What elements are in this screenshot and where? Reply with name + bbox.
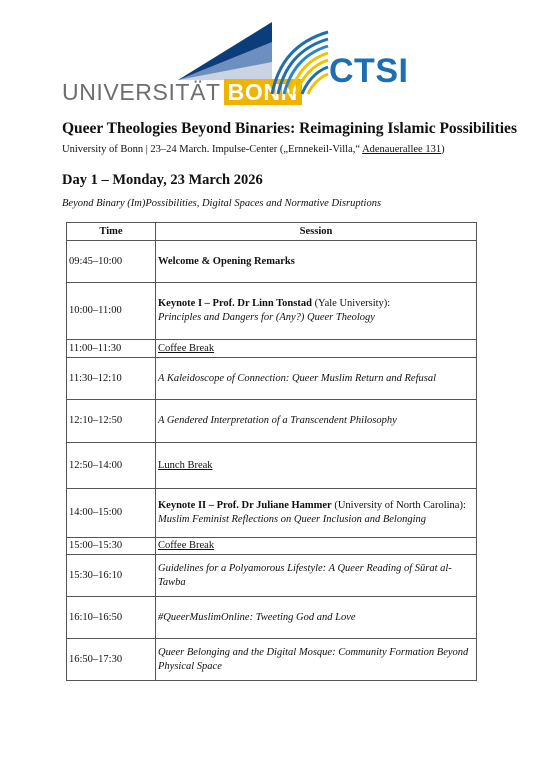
venue-line	[62, 144, 445, 155]
venue-suffix: )	[441, 144, 445, 155]
table-row	[67, 283, 477, 340]
keynote-speaker: Keynote I – Prof. Dr Linn Tonstad	[158, 298, 312, 309]
session-title: Guidelines for a Polyamorous Lifestyle: A Queer Reading of Sūrat al-Tawba	[158, 562, 452, 588]
session-cell	[156, 555, 477, 597]
session-title: Queer Belonging and the Digital Mosque: Community Formation Beyond Physical Space	[158, 646, 469, 672]
time-cell: 11:00–11:30	[67, 340, 156, 358]
logo-bar	[62, 22, 462, 104]
lunch-break-label: Lunch Break	[158, 459, 213, 471]
ctsi-logo-icon	[270, 24, 332, 96]
schedule-table	[66, 222, 477, 681]
time-cell: 15:30–16:10	[67, 555, 156, 597]
page-title: Queer Theologies Beyond Binaries: Reimagining Islamic Possibilities	[62, 120, 517, 137]
table-row	[67, 400, 477, 443]
session-cell	[156, 443, 477, 489]
day-theme: Beyond Binary (Im)Possibilities, Digital Spaces and Normative Disruptions	[62, 198, 382, 209]
session-cell	[156, 538, 477, 555]
university-wordmark-text: UNIVERSITÄT	[62, 79, 221, 105]
session-cell	[156, 597, 477, 639]
day-heading: Day 1 – Monday, 23 March 2026	[62, 172, 263, 188]
university-bonn-logo-icon	[178, 22, 272, 80]
table-row	[67, 538, 477, 555]
time-cell: 16:50–17:30	[67, 639, 156, 681]
table-row	[67, 340, 477, 358]
table-row	[67, 555, 477, 597]
session-title: A Kaleidoscope of Connection: Queer Muslim Return and Refusal	[158, 372, 437, 384]
time-column-header: Time	[67, 223, 156, 241]
session-title: #QueerMuslimOnline: Tweeting God and Love	[158, 611, 356, 623]
time-cell: 15:00–15:30	[67, 538, 156, 555]
time-cell: 12:50–14:00	[67, 443, 156, 489]
session-column-header: Session	[156, 223, 477, 241]
keynote-speaker: Keynote II – Prof. Dr Juliane Hammer	[158, 500, 332, 511]
bonn-wordmark-box: BONN	[224, 79, 302, 105]
university-bonn-wordmark	[62, 79, 302, 105]
time-cell: 11:30–12:10	[67, 358, 156, 400]
keynote-title: Muslim Feminist Reflections on Queer Inclusion and Belonging	[158, 514, 426, 525]
session-cell	[156, 358, 477, 400]
time-cell: 09:45–10:00	[67, 241, 156, 283]
session-title: Welcome & Opening Remarks	[158, 255, 295, 267]
keynote-title: Principles and Dangers for (Any?) Queer Theology	[158, 312, 375, 323]
venue-text: University of Bonn | 23–24 March. Impulse-Center („Ernnekeil-Villa,“	[62, 144, 363, 155]
table-row	[67, 443, 477, 489]
table-row	[67, 597, 477, 639]
table-row	[67, 358, 477, 400]
table-row	[67, 241, 477, 283]
session-cell	[156, 283, 477, 340]
session-cell	[156, 241, 477, 283]
session-cell	[156, 639, 477, 681]
session-cell	[156, 489, 477, 538]
session-cell	[156, 340, 477, 358]
coffee-break-label: Coffee Break	[158, 342, 215, 354]
time-cell: 14:00–15:00	[67, 489, 156, 538]
time-cell: 10:00–11:00	[67, 283, 156, 340]
session-cell	[156, 400, 477, 443]
venue-address-link[interactable]: Adenauerallee 131	[362, 144, 442, 155]
ctsi-wordmark: CTSI	[329, 52, 409, 90]
session-title: A Gendered Interpretation of a Transcendent Philosophy	[158, 415, 397, 426]
table-row	[67, 639, 477, 681]
table-row	[67, 489, 477, 538]
coffee-break-label: Coffee Break	[158, 540, 215, 551]
keynote-affiliation: (University of North Carolina):	[331, 500, 466, 511]
time-cell: 12:10–12:50	[67, 400, 156, 443]
table-header-row	[67, 223, 477, 241]
keynote-affiliation: (Yale University):	[311, 298, 391, 309]
time-cell: 16:10–16:50	[67, 597, 156, 639]
